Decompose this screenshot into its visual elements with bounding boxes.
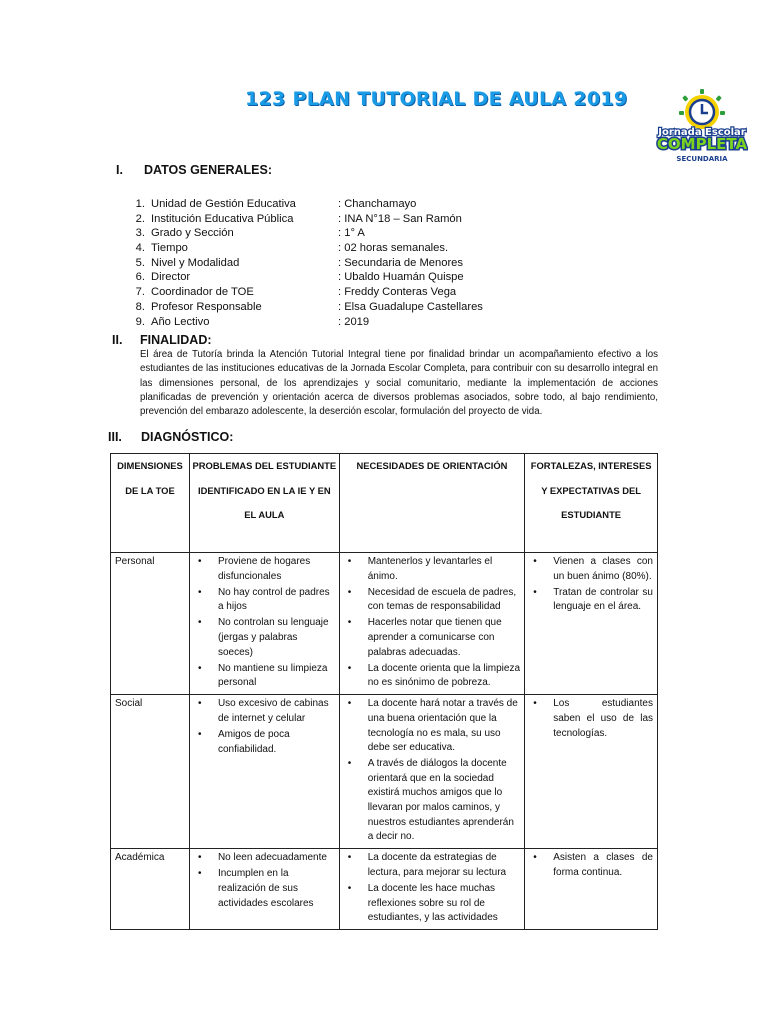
info-label: Unidad de Gestión Educativa xyxy=(151,198,296,210)
list-item: • Vienen a clases con un buen ánimo (80%). xyxy=(529,555,653,584)
info-number: 9. xyxy=(135,315,145,328)
cell-necesidades xyxy=(339,553,525,695)
list-item: • No controlan su lenguaje (jergas y palabras soeces) xyxy=(194,616,335,660)
info-value: : INA N°18 – San Ramón xyxy=(338,212,462,225)
list-item: • No hay control de padres a hijos xyxy=(194,586,335,615)
cell-problemas xyxy=(189,695,339,849)
section-finalidad: II. FINALIDAD: xyxy=(112,333,212,347)
list-item: • La docente hará notar a través de una buena orientación que la tecnología no es mala, su uso debe ser educativa. xyxy=(344,697,521,755)
cell-fortalezas xyxy=(525,695,658,849)
diagnostico-table xyxy=(110,453,658,930)
info-label: Año Lectivo xyxy=(151,315,210,328)
cell-fortalezas xyxy=(525,849,658,930)
info-label: Tiempo xyxy=(151,242,188,255)
cell-dimension: Social xyxy=(111,695,190,849)
list-item: • Amigos de poca confiabilidad. xyxy=(194,728,335,757)
document-title: 123 PLAN TUTORIAL DE AULA 2019 xyxy=(245,88,628,110)
info-row xyxy=(118,285,538,300)
info-number: 8. xyxy=(135,300,145,313)
header-fortalezas: FORTALEZAS, INTERESES Y EXPECTATIVAS DEL ESTUDIANTE xyxy=(525,454,658,553)
info-number: 1. xyxy=(135,198,145,210)
info-row xyxy=(118,226,538,241)
list-item: • No leen adecuadamente xyxy=(194,851,335,866)
info-value: : Freddy Conteras Vega xyxy=(338,286,457,299)
list-item: • La docente da estrategias de lectura, para mejorar su lectura xyxy=(344,851,521,880)
cell-problemas xyxy=(189,849,339,930)
cell-dimension: Personal xyxy=(111,553,190,695)
info-number: 7. xyxy=(135,286,145,299)
list-item: • Uso excesivo de cabinas de internet y celular xyxy=(194,697,335,726)
cell-dimension: Académica xyxy=(111,849,190,930)
info-label: Institución Educativa Pública xyxy=(151,212,294,225)
info-label: Coordinador de TOE xyxy=(151,286,254,299)
list-item: • Asisten a clases de forma continua. xyxy=(529,851,653,880)
datos-generales-list xyxy=(118,197,538,329)
table-row xyxy=(111,553,658,695)
list-item: • A través de diálogos la docente orientará que en la sociedad existirá muchos amigos que lo llevaran por malos caminos, y nuestros estudiantes aprenderán a decir no. xyxy=(344,757,521,845)
info-row xyxy=(118,315,538,330)
info-value: : Elsa Guadalupe Castellares xyxy=(338,300,483,313)
table-header-row xyxy=(111,454,658,553)
info-number: 6. xyxy=(135,271,145,284)
header-necesidades: NECESIDADES DE ORIENTACIÓN xyxy=(339,454,525,553)
table-row xyxy=(111,849,658,930)
list-item: • Hacerles notar que tienen que aprender a comunicarse con palabras adecuadas. xyxy=(344,616,521,660)
cell-necesidades xyxy=(339,695,525,849)
info-row xyxy=(118,270,538,285)
info-row xyxy=(118,212,538,227)
finalidad-paragraph: El área de Tutoría brinda la Atención Tutorial Integral tiene por finalidad brindar un acompañamiento efectivo a los estudiantes de las instituciones educativas de la Jornada Escolar Completa, para contribuir con su desarrollo integral en las dimensiones personal, de los aprendizajes y social comunitario, mediante la implementación de acciones planificadas de prevención y orientación acerca de diversos problemas asociados, sobre todo, al bajo rendimiento, prevención del embarazo adolescente, la deserción escolar, formulación del proyecto de vida. xyxy=(140,349,658,418)
list-item: • Necesidad de escuela de padres, con temas de responsabilidad xyxy=(344,586,521,615)
info-row xyxy=(118,197,538,212)
info-value: : Chanchamayo xyxy=(338,198,417,210)
info-label: Grado y Sección xyxy=(151,227,234,240)
header-dimensiones: DIMENSIONES DE LA TOE xyxy=(111,454,190,553)
list-item: • La docente orienta que la limpieza no es sinónimo de pobreza. xyxy=(344,662,521,691)
info-number: 3. xyxy=(135,227,145,240)
table-row xyxy=(111,695,658,849)
list-item: • Incumplen en la realización de sus actividades escolares xyxy=(194,867,335,911)
sun-icon xyxy=(679,89,725,129)
list-item: • Mantenerlos y levantarles el ánimo. xyxy=(344,555,521,584)
svg-text:Jornada Escolar: Jornada Escolar xyxy=(658,127,746,138)
info-row xyxy=(118,241,538,256)
info-value: : Ubaldo Huamán Quispe xyxy=(338,271,464,284)
info-number: 5. xyxy=(135,256,145,269)
jornada-escolar-completa-logo xyxy=(656,88,748,168)
header-problemas: PROBLEMAS DEL ESTUDIANTE IDENTIFICADO EN LA IE Y EN EL AULA xyxy=(189,454,339,553)
list-item: • Los estudiantes saben el uso de las tecnologías. xyxy=(529,697,653,741)
info-number: 2. xyxy=(135,212,145,225)
svg-text:COMPLETA: COMPLETA xyxy=(656,135,748,153)
cell-necesidades xyxy=(339,849,525,930)
info-value: : 2019 xyxy=(338,315,370,328)
list-item: • La docente les hace muchas reflexiones sobre su rol de estudiantes, y las actividades xyxy=(344,882,521,926)
info-number: 4. xyxy=(135,242,145,255)
info-label: Nivel y Modalidad xyxy=(151,256,240,269)
cell-problemas xyxy=(189,553,339,695)
svg-text:SECUNDARIA: SECUNDARIA xyxy=(676,155,728,163)
list-item: • Proviene de hogares disfuncionales xyxy=(194,555,335,584)
info-row xyxy=(118,300,538,315)
cell-fortalezas xyxy=(525,553,658,695)
info-value: : 02 horas semanales. xyxy=(338,242,449,255)
list-item: • Tratan de controlar su lenguaje en el área. xyxy=(529,586,653,615)
info-value: : 1° A xyxy=(338,227,365,240)
list-item: • No mantiene su limpieza personal xyxy=(194,662,335,691)
info-value: : Secundaria de Menores xyxy=(338,256,464,269)
info-label: Director xyxy=(151,271,191,284)
section-datos-generales: I. DATOS GENERALES: xyxy=(116,163,273,177)
section-diagnostico: III. DIAGNÓSTICO: xyxy=(108,430,234,444)
info-label: Profesor Responsable xyxy=(151,300,262,313)
info-row xyxy=(118,256,538,271)
